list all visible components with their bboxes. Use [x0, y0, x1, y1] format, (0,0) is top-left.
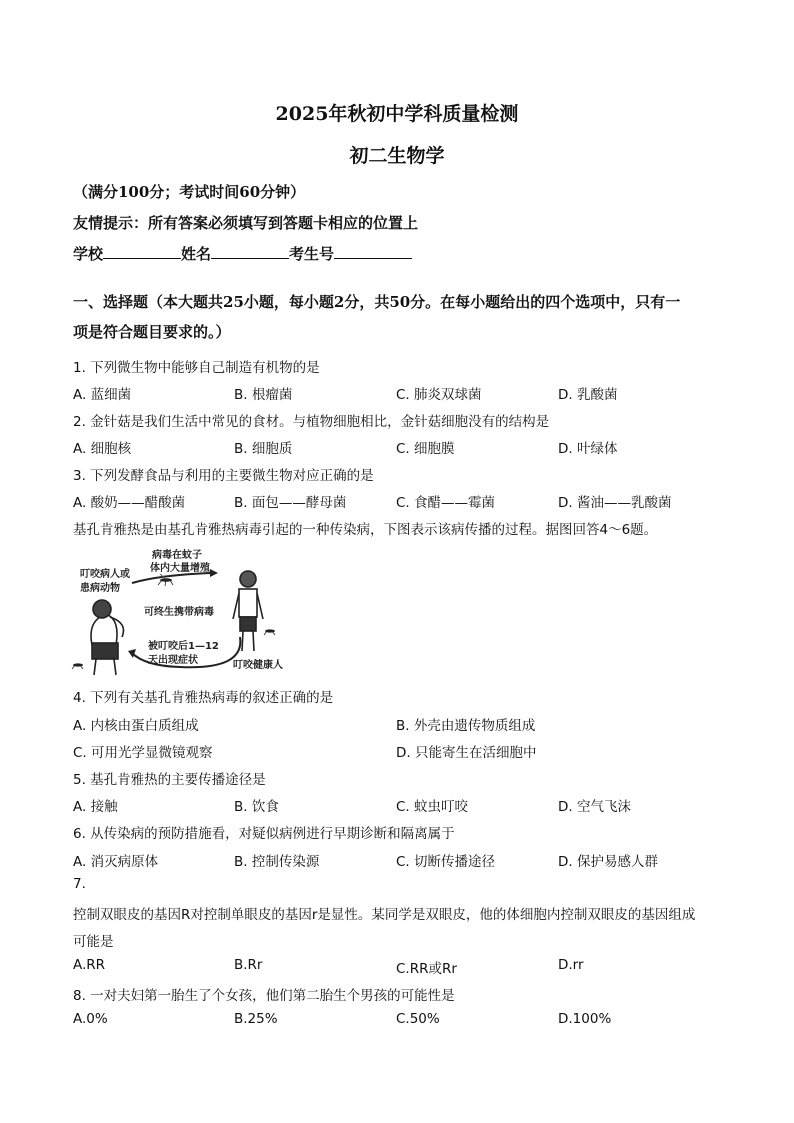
mosquito-icon [72, 663, 83, 669]
passage-text: 基孔肯雅热是由基孔肯雅热病毒引起的一种传染病，下图表示该病传播的过程。据图回答4～6题。 [73, 522, 658, 538]
q6-option-a: A. 消灭病原体 [73, 854, 159, 870]
section1-heading-line1: 一、选择题（本大题共25小题，每小题2分，共50分。在每小题给出的四个选项中，只有一 [73, 293, 681, 311]
q4-option-b: B. 外壳由遗传物质组成 [396, 718, 536, 734]
figure-label-top-1: 病毒在蚊子 [152, 550, 202, 561]
question-7-stem: 控制双眼皮的基因R对控制单眼皮的基因r是显性。某同学是双眼皮，他的体细胞内控制双眼皮的基因组成 [73, 907, 696, 923]
q4-option-a: A. 内核由蛋白质组成 [73, 718, 199, 734]
q8-option-a: A.0% [73, 1011, 108, 1027]
exam-info: （满分100分；考试时间60分钟） [73, 183, 306, 201]
figure-label-right: 叮咬健康人 [233, 660, 283, 671]
question-7-stem-cont: 可能是 [73, 934, 114, 950]
figure-label-middle: 可终生携带病毒 [144, 607, 214, 618]
question-1-stem: 1. 下列微生物中能够自己制造有机物的是 [73, 360, 320, 376]
figure-label-bottom-1: 被叮咬后1—12 [148, 641, 219, 652]
arrow-top-head [210, 569, 218, 577]
friendly-tip: 友情提示：所有答案必须填写到答题卡相应的位置上 [73, 214, 419, 232]
question-2-stem: 2. 金针菇是我们生活中常见的食材。与植物细胞相比，金针菇细胞没有的结构是 [73, 414, 550, 430]
q2-option-b: B. 细胞质 [234, 441, 293, 457]
q8-option-c: C.50% [396, 1011, 440, 1027]
q5-option-a: A. 接触 [73, 799, 118, 815]
question-6-stem: 6. 从传染病的预防措施看，对疑似病例进行早期诊断和隔离属于 [73, 826, 455, 842]
q1-option-a: A. 蓝细菌 [73, 387, 132, 403]
exam-subject: 初二生物学 [349, 145, 445, 167]
mosquito-icon [264, 629, 275, 635]
figure-label-left-1: 叮咬病人或 [80, 569, 130, 580]
question-4-stem: 4. 下列有关基孔肯雅热病毒的叙述正确的是 [73, 690, 334, 706]
q1-option-b: B. 根瘤菌 [234, 387, 293, 403]
q8-option-d: D.100% [558, 1011, 612, 1027]
q7-option-d: D.rr [558, 957, 584, 973]
section1-heading-line2: 项是符合题目要求的。） [73, 323, 231, 341]
q6-option-c: C. 切断传播途径 [396, 854, 496, 870]
q5-option-d: D. 空气飞沫 [558, 799, 631, 815]
q3-option-d: D. 酱油——乳酸菌 [558, 495, 672, 511]
school-label: 学校 [73, 245, 104, 263]
student-info-row [73, 243, 412, 264]
q8-option-b: B.25% [234, 1011, 278, 1027]
q1-option-d: D. 乳酸菌 [558, 387, 618, 403]
figure-label-bottom-2: 天出现症状 [148, 655, 198, 666]
q5-option-b: B. 饮食 [234, 799, 279, 815]
q7-option-b: B.Rr [234, 957, 263, 973]
question-7-number: 7. [73, 876, 86, 892]
exam-no-blank [334, 244, 412, 259]
q7-option-a: A.RR [73, 957, 106, 973]
question-8-stem: 8. 一对夫妇第一胎生了个女孩，他们第二胎生个男孩的可能性是 [73, 988, 455, 1004]
question-3-stem: 3. 下列发酵食品与利用的主要微生物对应正确的是 [73, 468, 374, 484]
q7-option-c: C.RR或Rr [396, 961, 457, 977]
q3-option-a: A. 酸奶——醋酸菌 [73, 495, 186, 511]
q6-option-d: D. 保护易感人群 [558, 854, 658, 870]
q3-option-c: C. 食醋——霉菌 [396, 495, 496, 511]
q2-option-d: D. 叶绿体 [558, 441, 618, 457]
exam-no-label: 考生号 [289, 245, 335, 263]
sick-person-icon [91, 600, 124, 675]
q3-option-b: B. 面包——酵母菌 [234, 495, 347, 511]
transmission-diagram [70, 545, 290, 680]
name-label: 姓名 [181, 245, 212, 263]
figure-label-top-2: 体内大量增殖 [150, 563, 210, 574]
name-blank [211, 244, 289, 259]
exam-title: 2025年秋初中学科质量检测 [275, 103, 519, 125]
figure-label-left-2: 患病动物 [80, 583, 120, 594]
q1-option-c: C. 肺炎双球菌 [396, 387, 482, 403]
question-5-stem: 5. 基孔肯雅热的主要传播途径是 [73, 772, 266, 788]
healthy-person-icon [233, 571, 263, 651]
q2-option-c: C. 细胞膜 [396, 441, 455, 457]
q4-option-c: C. 可用光学显微镜观察 [73, 745, 213, 761]
q5-option-c: C. 蚊虫叮咬 [396, 799, 469, 815]
q6-option-b: B. 控制传染源 [234, 854, 320, 870]
q4-option-d: D. 只能寄生在活细胞中 [396, 745, 537, 761]
school-blank [103, 244, 181, 259]
q2-option-a: A. 细胞核 [73, 441, 132, 457]
